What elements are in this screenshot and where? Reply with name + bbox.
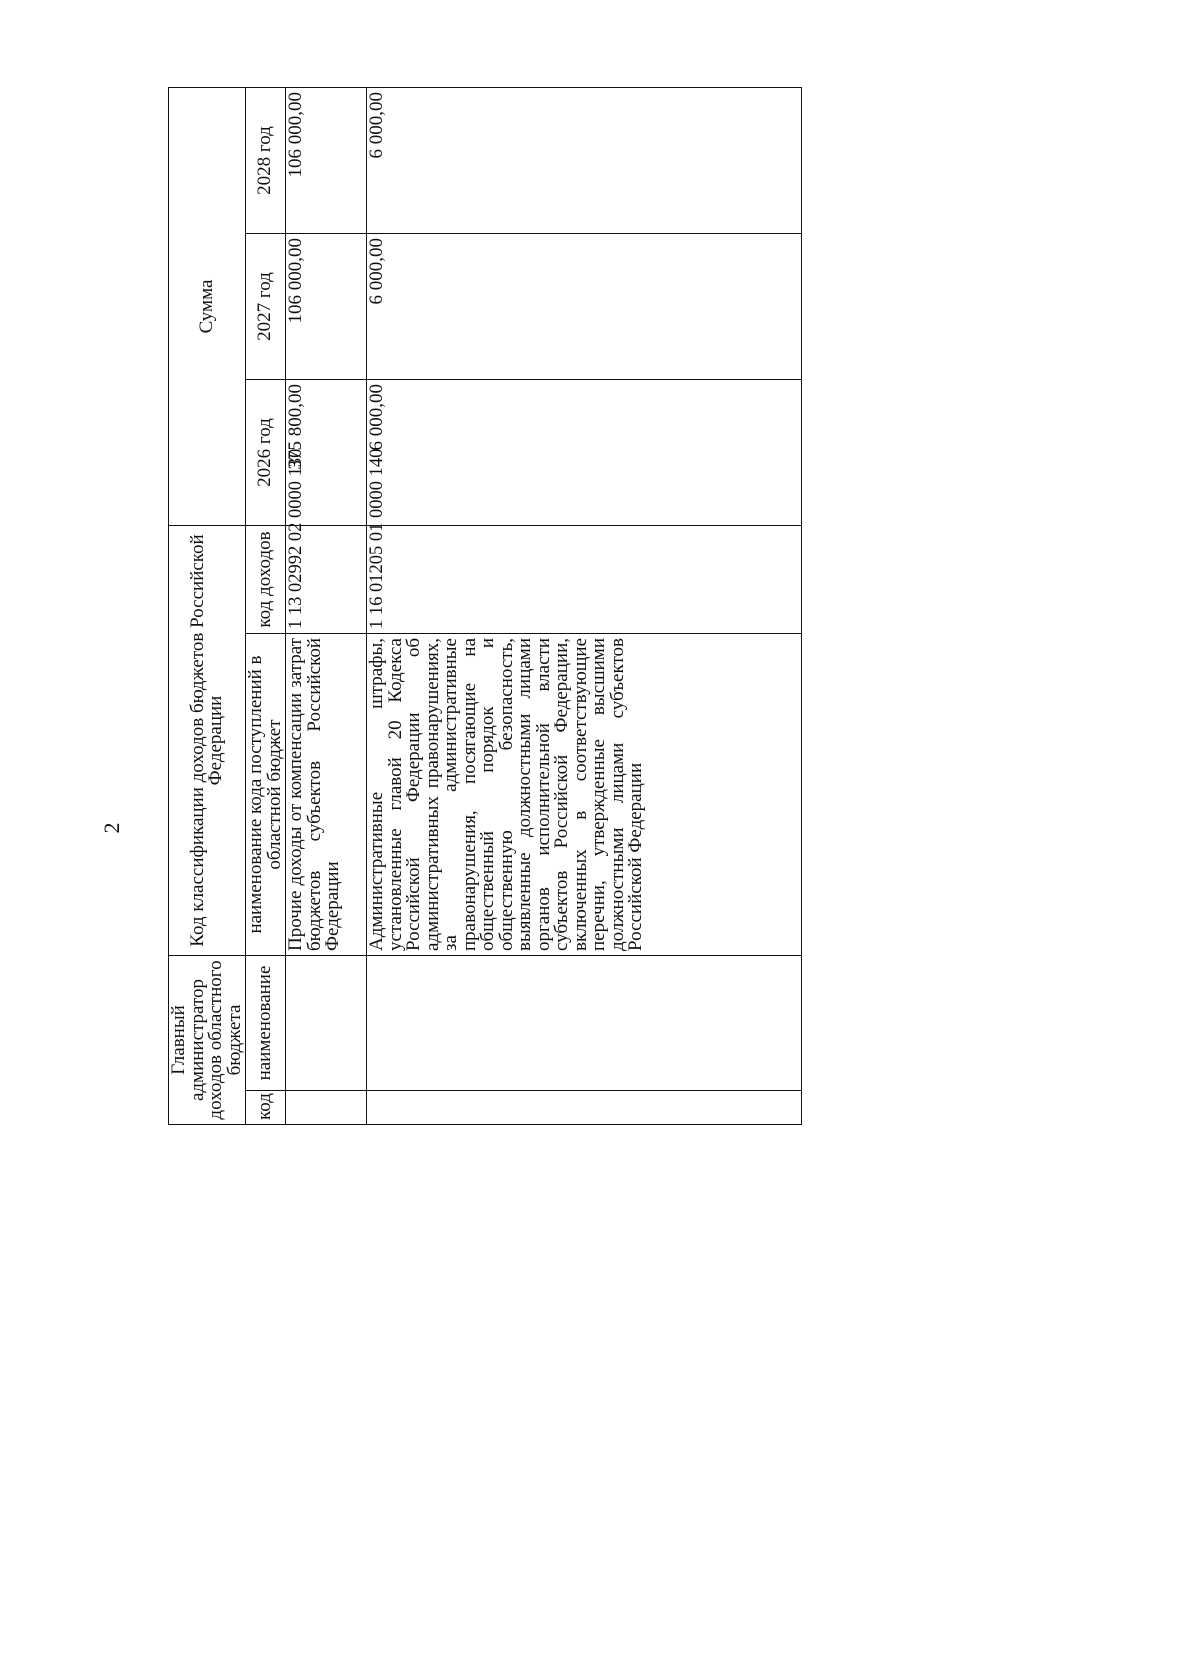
row-sum-2028-cell: 106 000,00 <box>286 88 367 234</box>
rotated-table-container <box>168 92 808 1125</box>
row-sum-2026-cell: 375 800,00 <box>286 380 367 526</box>
row-sum-2027-cell: 106 000,00 <box>286 234 367 380</box>
table-row <box>286 88 367 1125</box>
row-admin-name-cell <box>367 956 802 1091</box>
row-income-code-cell: 1 13 02992 02 0000 130 <box>286 526 367 634</box>
header-income-name: наименование кода поступлений в областной бюджет <box>246 634 286 956</box>
row-code-cell <box>286 1091 367 1125</box>
header-sum-group: Сумма <box>169 88 246 526</box>
row-code-cell <box>367 1091 802 1125</box>
header-admin-group: Главный администратор доходов областного бюджета <box>169 956 246 1125</box>
header-admin-name: наименование <box>246 956 286 1091</box>
header-year-2027: 2027 год <box>246 234 286 380</box>
row-sum-2028-cell: 6 000,00 <box>367 88 802 234</box>
row-sum-2027-cell: 6 000,00 <box>367 234 802 380</box>
page-number: 2 <box>99 822 124 834</box>
header-classification-group: Код классификации доходов бюджетов Российской Федерации <box>169 526 246 956</box>
revenue-table <box>168 87 802 1125</box>
row-income-name-cell: Административные штрафы, установленные главой 20 Кодекса Российской Федерации об административных правонарушениях, за административные правонарушения, посягающие на общественный порядок и общественную безопасность, выявленные должностными лицами органов исполнительной власти субъектов Российской Федерации, включенных в соответствующие перечни, утвержденные высшими должностными лицами субъектов Российской Федерации <box>367 634 802 956</box>
row-sum-2026-cell: 6 000,00 <box>367 380 802 526</box>
row-income-name-cell: Прочие доходы от компенсации затрат бюджетов субъектов Российской Федерации <box>286 634 367 956</box>
table-row <box>367 88 802 1125</box>
header-year-2026: 2026 год <box>246 380 286 526</box>
row-income-code-cell: 1 16 01205 01 0000 140 <box>367 526 802 634</box>
row-admin-name-cell <box>286 956 367 1091</box>
header-income-code: код доходов <box>246 526 286 634</box>
header-year-2028: 2028 год <box>246 88 286 234</box>
header-code: код <box>246 1091 286 1125</box>
